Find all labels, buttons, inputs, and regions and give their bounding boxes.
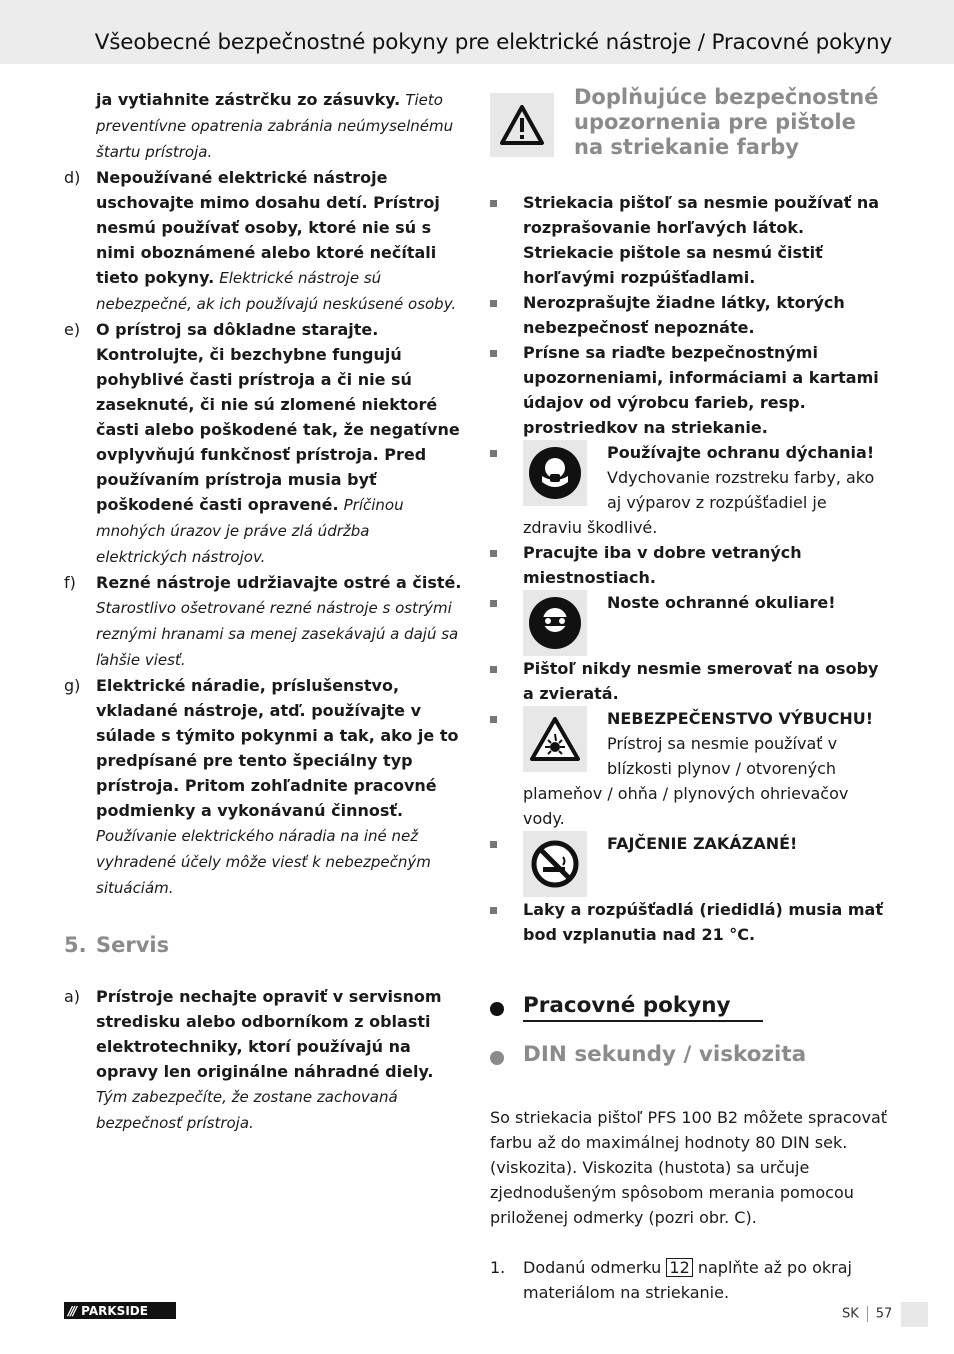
list-item-e: e) O prístroj sa dôkladne starajte. Kontrolujte, či bezchybne fungujú pohyblivé časti prístroja a či nie sú zaseknuté, či nie sú zlomené niektoré časti alebo poškodené tak, že negatívne ovplyvňujú funkčnosť prístroja. Pred používaním prístroja musia byť poškodené časti opravené. Príčinou mnohých úrazov je práve zlá údržba elektrických nástrojov. (64, 320, 460, 566)
bullet-square-icon (490, 907, 497, 914)
page-number: 57 (875, 1306, 893, 1322)
bullet-square-icon (490, 300, 497, 307)
step-1: 1. Dodanú odmerku 12 naplňte až po okraj materiálom na striekanie. (490, 1258, 852, 1302)
bullet-square-icon (490, 200, 497, 207)
bullet-flammable: Striekacia pištoľ sa nesmie používať na rozprašovanie horľavých látok. Striekacie pištole sa nesmú čistiť horľavými rozpúšťadlami. (490, 190, 890, 290)
heading-underline (523, 1020, 763, 1022)
logo-stripes-icon: /// (68, 1303, 76, 1318)
list-item-g: g) Elektrické náradie, príslušenstvo, vkladané nástroje, atď. používajte v súlade s týmito pokynmi a tak, ako je to predpísané pre tento špeciálny typ prístroja. Pritom zohľadnite pracovné podmienky a vykonávanú činnosť. Používanie elektrického náradia na iné než vyhradené účely môže viesť k nebezpečným situáciám. (64, 676, 459, 897)
warning-title: Doplňujúce bezpečnostné upozornenia pre pištole na striekanie farby (574, 85, 879, 159)
warning-triangle-icon (490, 93, 554, 157)
bullet-dot-icon (490, 1051, 504, 1065)
bullet-dot-icon (490, 1002, 504, 1016)
bullet-explosion: NEBEZPEČENSTVO VÝBUCHU! Prístroj sa nesmie používať v blízkosti plynov / otvorených plameňov / ohňa / plynových ohrievačov vody. (490, 706, 890, 831)
warning-box (490, 85, 890, 175)
no-smoking-icon (523, 831, 587, 897)
part-number-badge: 12 (666, 1258, 692, 1277)
section-heading-servis: 5. Servis (64, 933, 170, 957)
list-item-d: d) Nepoužívané elektrické nástroje uschovajte mimo dosahu detí. Prístroj nesmú používať osoby, ktoré nie sú s nimi oboznámené alebo ktoré nečítali tieto pokyny. Elektrické nástroje sú nebezpečné, ak ich používajú neskúsené osoby. (64, 168, 457, 313)
bullet-square-icon (490, 550, 497, 557)
heading-din-viskozita: DIN sekundy / viskozita (490, 1042, 890, 1067)
bullet-ventilation: Pracujte iba v dobre vetraných miestnostiach. (490, 540, 890, 590)
bullet-never-point: Pištoľ nikdy nesmie smerovať na osoby a zvieratá. (490, 656, 890, 706)
left-column (64, 87, 464, 1136)
page-title: Všeobecné bezpečnostné pokyny pre elektrické nástroje / Pracovné pokyny (94, 30, 892, 55)
page-tab-marker (901, 1302, 928, 1327)
bullet-square-icon (490, 716, 497, 723)
list-item-f: f) Rezné nástroje udržiavajte ostré a čisté. Starostlivo ošetrované rezné nástroje s ostrými reznými hranami sa menej zasekávajú a dajú sa ľahšie viesť. (64, 573, 462, 669)
safety-goggles-icon (523, 590, 587, 656)
explosion-warning-icon (523, 706, 587, 772)
page-header (0, 0, 954, 64)
bullet-square-icon (490, 666, 497, 673)
bullet-manufacturer-info: Prísne sa riaďte bezpečnostnými upozorneniami, informáciami a kartami údajov od výrobcu farieb, resp. prostriedkov na striekanie. (490, 340, 890, 440)
viscosity-paragraph: So striekacia pištoľ PFS 100 B2 môžete spracovať farbu až do maximálnej hodnoty 80 DIN sek. (viskozita). Viskozita (hustota) sa určuje zjednodušeným spôsobom merania pomocou priloženej odmerky (pozri obr. C). (490, 1108, 888, 1227)
bullet-square-icon (490, 841, 497, 848)
bullet-respiratory: Používajte ochranu dýchania! Vdychovanie rozstreku farby, ako aj výparov z rozpúšťadiel je zdraviu škodlivé. (490, 440, 890, 540)
bullet-flashpoint: Laky a rozpúšťadlá (riedidlá) musia mať bod vzplanutia nad 21 °C. (490, 897, 890, 947)
bullet-square-icon (490, 350, 497, 357)
intro-paragraph: ja vytiahnite zástrčku zo zásuvky. Tieto preventívne opatrenia zabránia neúmyselnému štartu prístroja. (96, 90, 454, 161)
list-item-service-a: a) Prístroje nechajte opraviť v servisnom stredisku alebo odborníkom z oblasti elektrotechniky, ktorí používajú na opravy len originálne náhradné diely. Tým zabezpečíte, že zostane zachovaná bezpečnosť prístroja. (64, 987, 442, 1132)
bullet-square-icon (490, 450, 497, 457)
bullet-no-smoking: FAJČENIE ZAKÁZANÉ! (490, 831, 890, 897)
right-column (490, 85, 890, 1305)
respirator-icon (523, 440, 587, 506)
language-code: SK (842, 1306, 859, 1322)
page-info (842, 1306, 892, 1322)
bullet-goggles: Noste ochranné okuliare! (490, 590, 890, 656)
bullet-unknown-substances: Nerozprašujte žiadne látky, ktorých nebezpečnosť nepoznáte. (490, 290, 890, 340)
bullet-square-icon (490, 600, 497, 607)
heading-pracovne-pokyny: Pracovné pokyny (490, 993, 890, 1022)
brand-logo: /// PARKSIDE (64, 1302, 176, 1319)
